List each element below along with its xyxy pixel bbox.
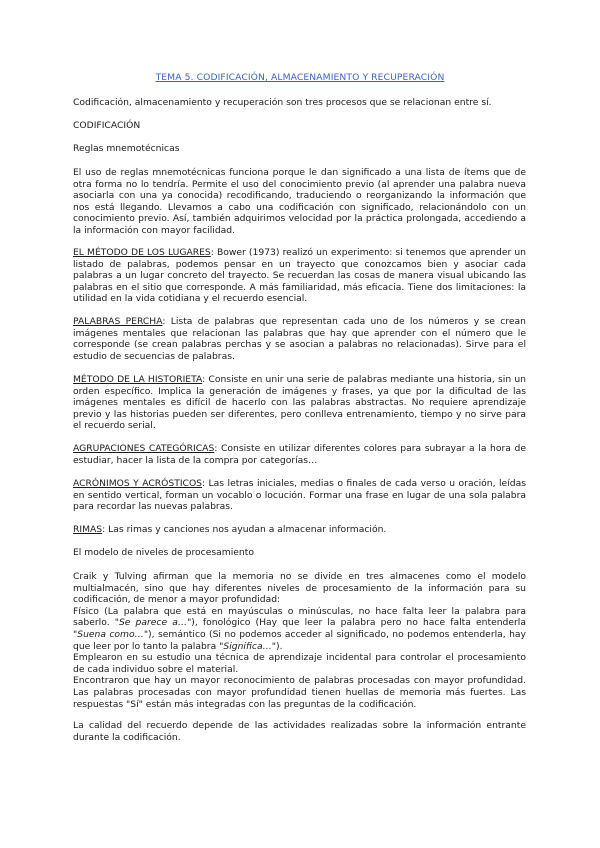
fonologico-example: Suena como…	[77, 628, 144, 640]
calidad-paragraph: La calidad del recuerdo depende de las actividades realizadas sobre la información entrante durante la codificación.	[73, 720, 526, 743]
metodo-historieta-term: MÉTODO DE LA HISTORIETA	[73, 374, 203, 385]
acronimos-paragraph	[73, 478, 526, 513]
fisico-example: Se parece a…	[118, 617, 188, 629]
intro-paragraph: Codificación, almacenamiento y recuperación son tres procesos que se relacionan entre sí.	[73, 97, 492, 108]
metodo-lugares-paragraph	[73, 247, 526, 305]
metodo-historieta-paragraph	[73, 374, 526, 432]
agrupaciones-paragraph	[73, 443, 526, 466]
niveles-paragraph-3: Encontraron que hay un mayor reconocimiento de palabras procesadas con mayor profundidad. Las palabras procesadas con mayor profundidad tienen huellas de memoria más fuertes. Las respuestas "Sí" están más integradas con las preguntas de la codificación.	[73, 675, 526, 710]
semantico-example: Significa…	[223, 640, 272, 652]
metodo-historieta-text: : Consiste en unir una serie de palabras mediante una historia, sin un orden específico. Implica la generación de imágenes y frases, ya que por la dificultad de las imágenes mentales es difícil de hacerlo con las palabras abstractas. No requiere aprendizaje previo y las historias pueden ser diferentes, pero conlleva entrenamiento, tiempo y no sirve para el recuerdo serial.	[73, 374, 526, 432]
agrupaciones-text: : Consiste en utilizar diferentes colores para subrayar a la hora de estudiar, hacer la lista de la compra por categorías…	[73, 443, 526, 466]
niveles-paragraph-2: Emplearon en su estudio una técnica de aprendizaje incidental para controlar el procesamiento de cada individuo sobre el material.	[73, 652, 526, 675]
document-title: TEMA 5. CODIFICACIÓN, ALMACENAMIENTO Y RECUPERACIÓN	[155, 72, 445, 83]
reglas-paragraph: El uso de reglas mnemotécnicas funciona porque le dan significado a una lista de ítems que de otra forma no lo tendría. Permite el uso del conocimiento previo (al aprender una palabra nueva asociarla con una ya conocida) recodificando, traduciendo o reorganizando la información que nos está llegando. Llevamos a cabo una codificación con significado, relacionándolo con un conocimiento previo. Así, también adquirimos velocidad por la práctica prolongada, accediendo a la información con mayor facilidad.	[73, 167, 526, 236]
agrupaciones-term: AGRUPACIONES CATEGÓRICAS	[73, 443, 215, 454]
acronimos-text: : Las letras iniciales, medias o finales de cada verso u oración, leídas en sentido vertical, forman un vocablo o locución. Formar una frase en lugar de una sola palabra para recordar las nuevas palabras.	[73, 478, 526, 513]
metodo-lugares-term: EL MÉTODO DE LOS LUGARES	[73, 247, 211, 258]
palabras-percha-text: : Lista de palabras que representan cada uno de los números y se crean imágenes mentales que relacionan las palabras que hay que aprender con el número que le corresponde (se crean palabras perchas y se asocian a palabras no relacionadas). Sirve para el estudio de secuencias de palabras.	[73, 316, 527, 362]
fisico-text: Físico (La palabra que está en mayúsculas o minúsculas, no hace falta leer la palabra para saberlo. "	[73, 605, 526, 629]
rimas-term: RIMAS	[73, 524, 103, 535]
fonologico-text: "), fonológico (Hay que leer la palabra pero no hace falta entenderla "	[73, 617, 526, 640]
palabras-percha-term: PALABRAS PERCHA	[73, 316, 163, 327]
palabras-percha-paragraph	[73, 316, 526, 362]
niveles-paragraph-1: Craik y Tulving afirman que la memoria no se divide en tres almacenes como el modelo multialmacén, sino que hay diferentes niveles de procesamiento de la información para su codificación, de menor a mayor profundidad:	[73, 571, 526, 606]
rimas-paragraph	[73, 524, 526, 536]
heading-codificacion: CODIFICACIÓN	[73, 120, 141, 131]
acronimos-term: ACRÓNIMOS Y ACRÓSTICOS	[73, 478, 203, 489]
niveles-types-paragraph	[73, 606, 526, 652]
niveles-section	[73, 571, 526, 710]
semantico-text: "), semántico (Si no podemos acceder al significado, no podemos entenderla, hay que leer por lo tanto la palabra "	[73, 628, 526, 652]
metodo-lugares-text: : Bower (1973) realizó un experimento: si tenemos que aprender un listado de palabras, podemos pensar en un trayecto que conozcamos bien y asociar cada palabras a un lugar concreto del trayecto. Se recuerdan las cosas de manera visual ubicando las palabras en el sitio que corresponde. A más familiaridad, más eficacia. Tiene dos limitaciones: la utilidad en la vida cotidiana y el recuerdo esencial.	[73, 247, 526, 305]
semantico-text-end: ").	[271, 640, 283, 652]
rimas-text: : Las rimas y canciones nos ayudan a almacenar información.	[102, 524, 387, 535]
heading-reglas-mnemotecnicas: Reglas mnemotécnicas	[73, 143, 180, 154]
heading-niveles-procesamiento: El modelo de niveles de procesamiento	[73, 547, 254, 558]
